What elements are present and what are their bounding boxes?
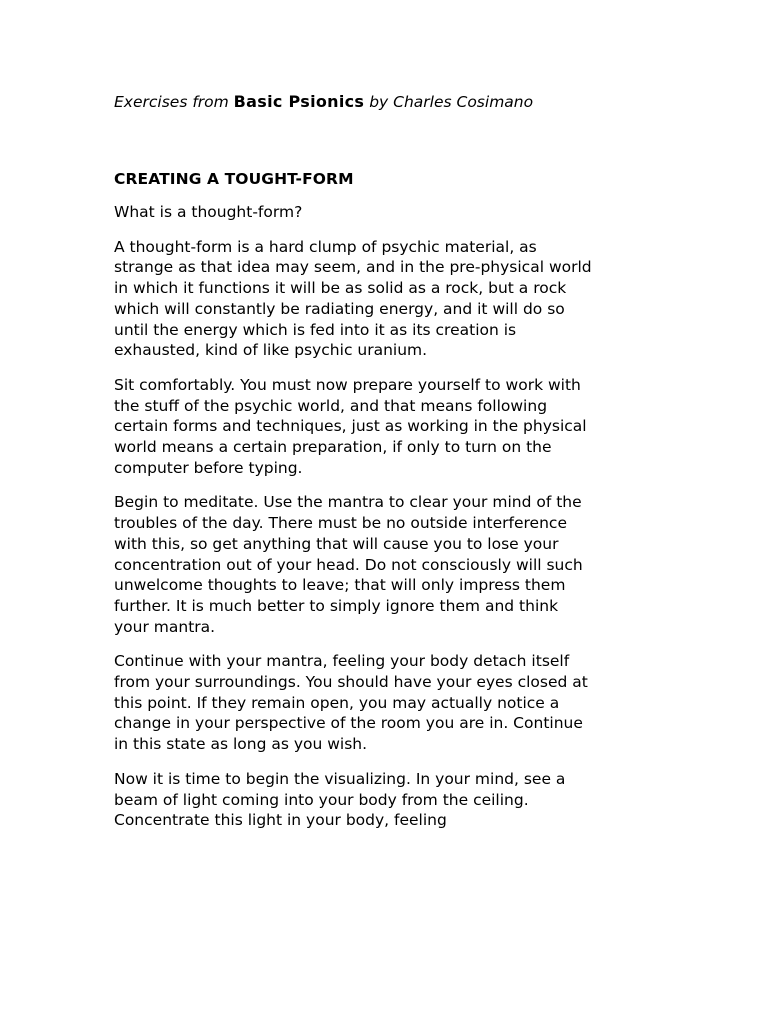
paragraph-2: Sit comfortably. You must now prepare yourself to work with the stuff of the psychic world, and that means following certain forms and techniques, just as working in the physical world means a certain preparation, if only to turn on the computer before typing. — [114, 375, 587, 477]
page-content — [114, 92, 674, 845]
paragraph-3: Begin to meditate. Use the mantra to clear your mind of the troubles of the day. There must be no outside interference with this, so get anything that will cause you to lose your concentration out of your head. Do not consciously will such unwelcome thoughts to leave; that will only impress them further. It is much better to simply ignore them and think your mantra. — [114, 493, 583, 636]
byline-author: by Charles Cosimano — [369, 93, 534, 111]
section-question: What is a thought-form? — [114, 203, 303, 221]
book-title: Basic Psionics — [233, 92, 365, 111]
paragraph-1: A thought-form is a hard clump of psychic material, as strange as that idea may seem, and in the pre-physical world in which it functions it will be as solid as a rock, but a rock which will constantly be radiating energy, and it will do so until the energy which is fed into it as its creation is exhausted, kind of like psychic uranium. — [114, 237, 592, 360]
paragraph-5: Now it is time to begin the visualizing. In your mind, see a beam of light coming into your body from the ceiling. Concentrate this light in your body, feeling — [114, 769, 566, 830]
section-heading: CREATING A TOUGHT-FORM — [114, 170, 354, 188]
byline — [114, 92, 674, 112]
paragraph-4: Continue with your mantra, feeling your body detach itself from your surroundings. You should have your eyes closed at this point. If they remain open, you may actually notice a change in your perspective of the room you are in. Continue in this state as long as you wish. — [114, 652, 588, 754]
byline-prefix: Exercises from — [114, 93, 229, 111]
